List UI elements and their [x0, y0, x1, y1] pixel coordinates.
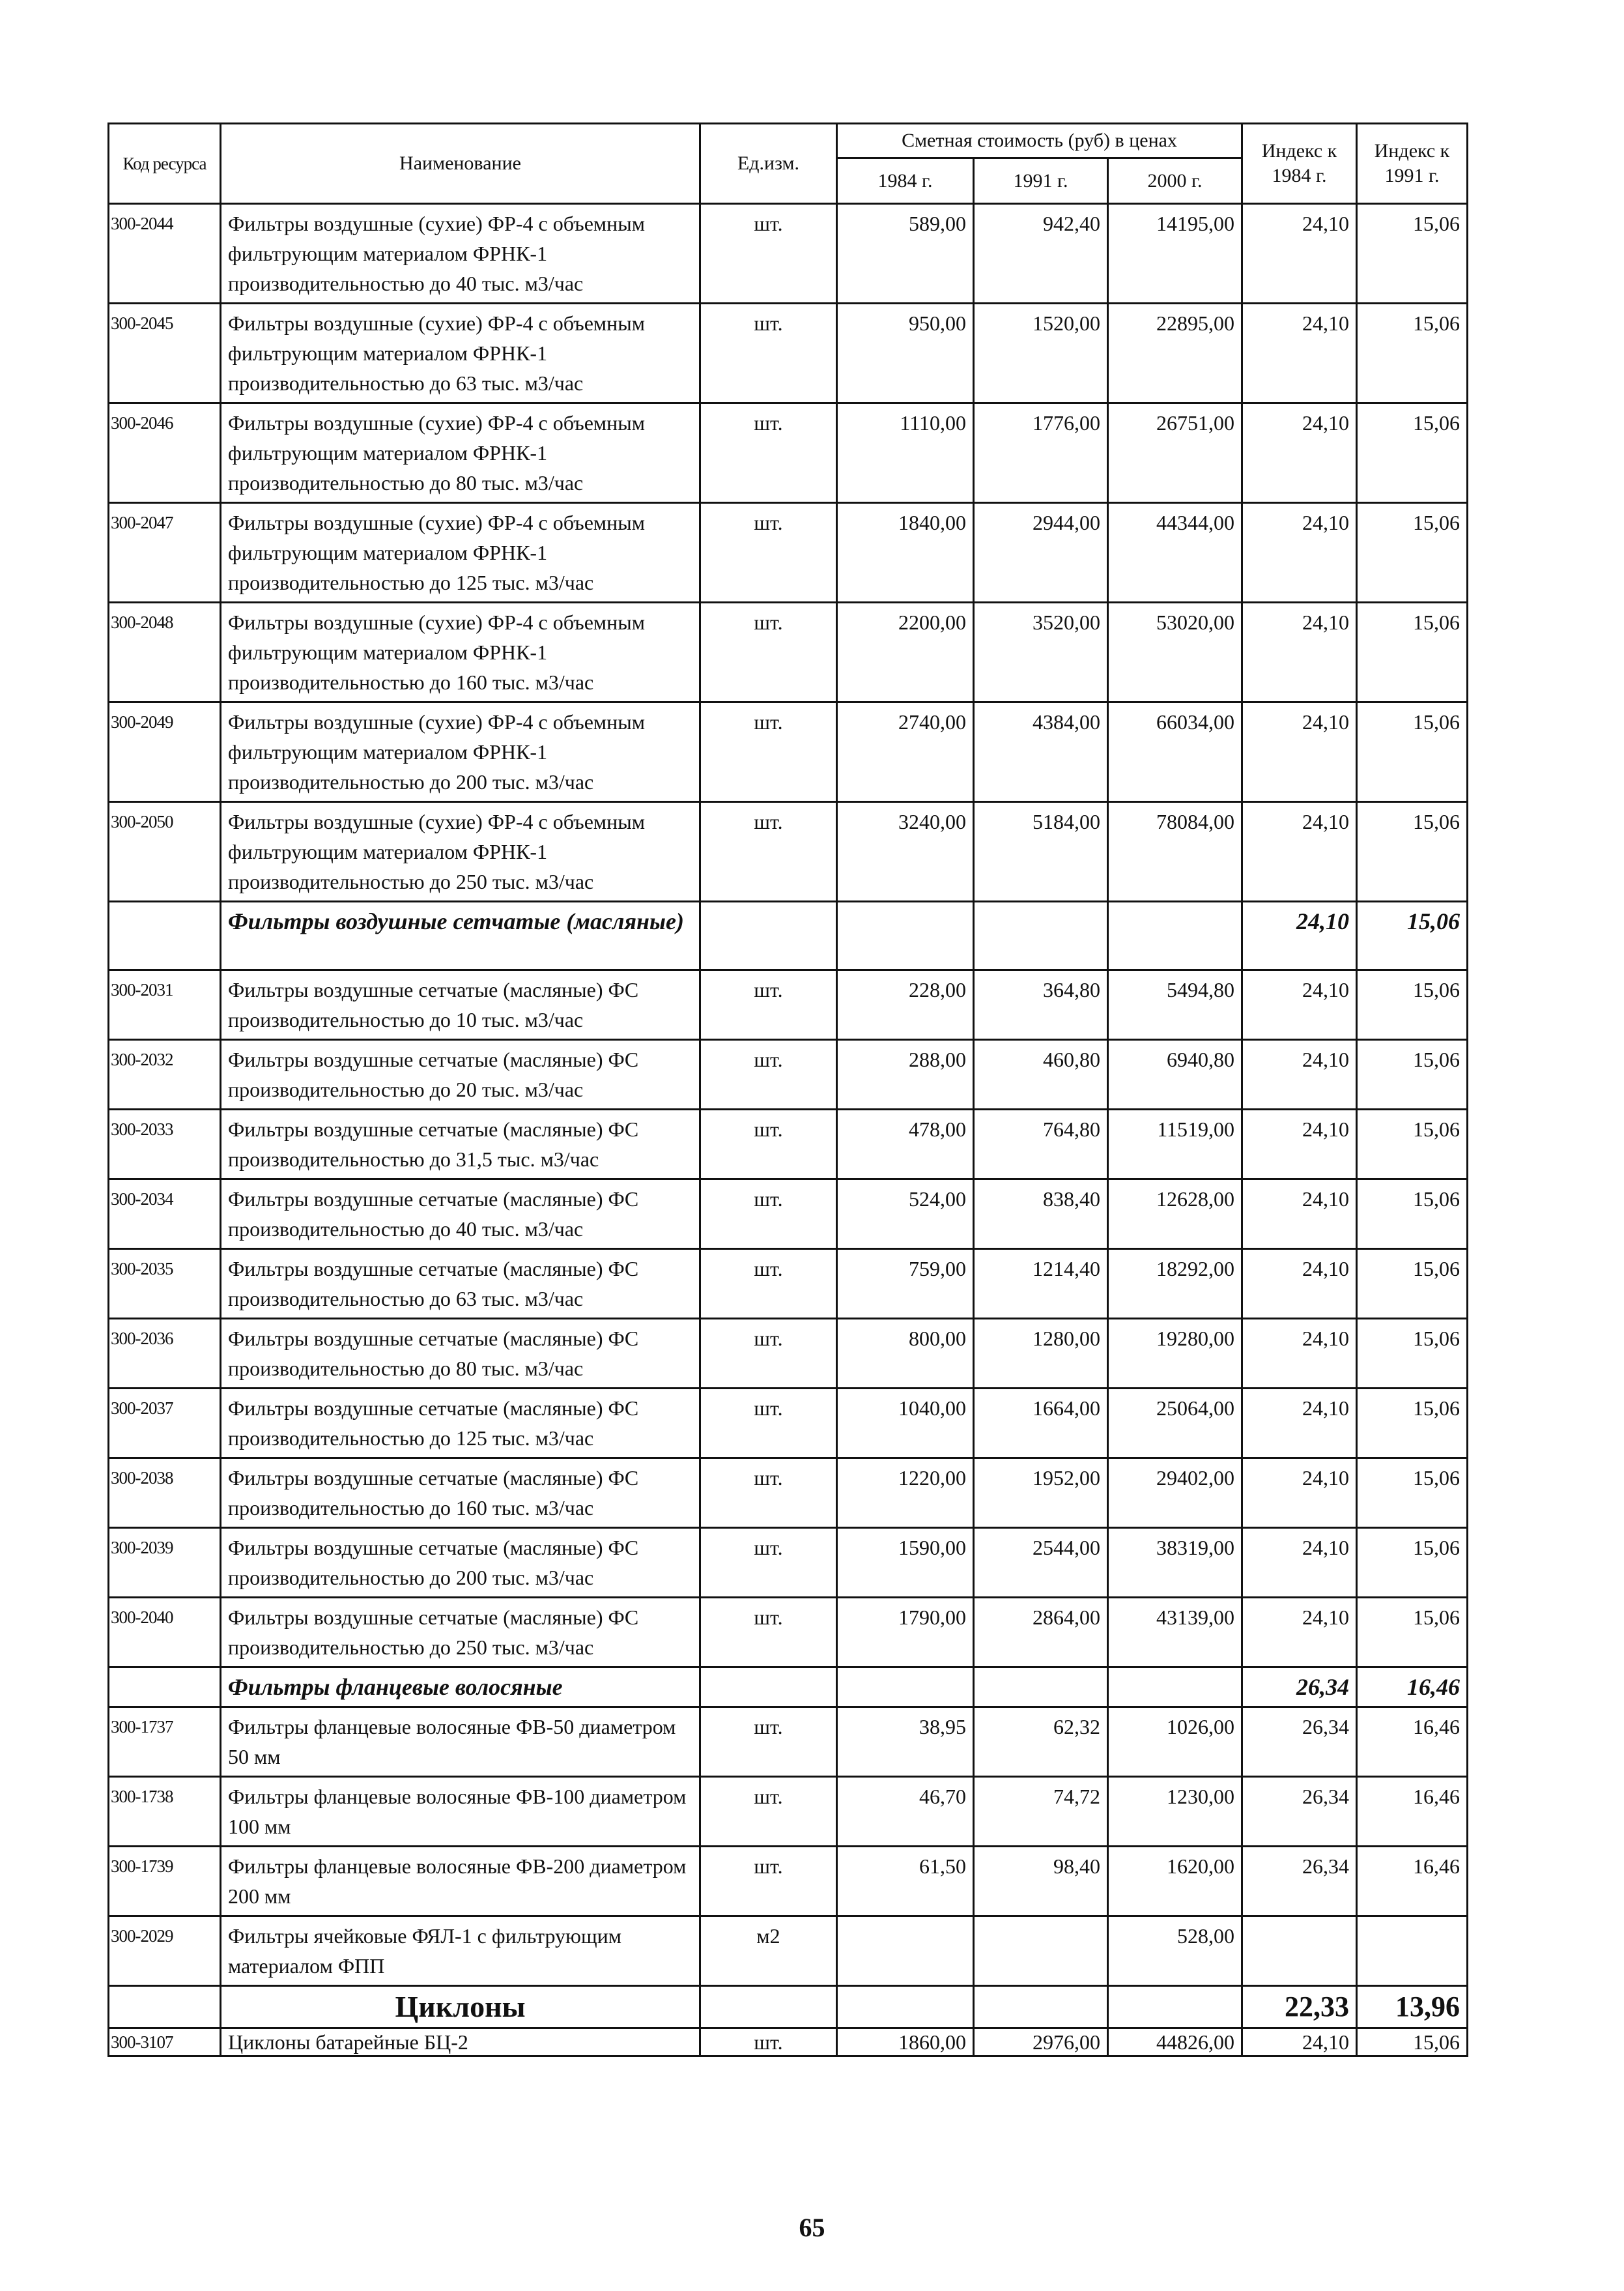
index-1991: 16,46 — [1357, 1707, 1468, 1777]
price-1984: 1840,00 — [837, 503, 974, 603]
price-1984: 1220,00 — [837, 1458, 974, 1528]
price-1984 — [837, 1916, 974, 1986]
price-1984: 1860,00 — [837, 2028, 974, 2056]
index-1984: 24,10 — [1242, 204, 1357, 304]
resource-code: 300-1737 — [109, 1707, 221, 1777]
price-1991: 942,40 — [974, 204, 1108, 304]
resource-code: 300-3107 — [109, 2028, 221, 2056]
index-1991: 15,06 — [1357, 1110, 1468, 1179]
unit-cell: шт. — [700, 1777, 837, 1847]
price-1984: 2200,00 — [837, 603, 974, 702]
index-1984: 24,10 — [1242, 1389, 1357, 1458]
resource-name: Фильтры воздушные (сухие) ФР-4 с объемным фильтрующим материалом ФРНК-1 производительностью до 40 тыс. м3/час — [221, 204, 700, 304]
resource-name: Фильтры воздушные (сухие) ФР-4 с объемным фильтрующим материалом ФРНК-1 производительностью до 160 тыс. м3/час — [221, 603, 700, 702]
header-index-1984: Индекс к 1984 г. — [1242, 124, 1357, 204]
price-2000: 78084,00 — [1108, 802, 1242, 902]
index-1991: 15,06 — [1357, 1598, 1468, 1667]
price-1984: 1110,00 — [837, 403, 974, 503]
index-1984: 24,10 — [1242, 1528, 1357, 1598]
resource-code: 300-2039 — [109, 1528, 221, 1598]
price-2000: 53020,00 — [1108, 603, 1242, 702]
price-1991: 364,80 — [974, 970, 1108, 1040]
resource-name: Фильтры воздушные сетчатые (масляные) ФС производительностью до 10 тыс. м3/час — [221, 970, 700, 1040]
price-1991: 4384,00 — [974, 702, 1108, 802]
resource-name: Фильтры воздушные сетчатые (масляные) ФС производительностью до 80 тыс. м3/час — [221, 1319, 700, 1389]
resource-name: Фильтры воздушные сетчатые (масляные) ФС производительностью до 125 тыс. м3/час — [221, 1389, 700, 1458]
section-title: Фильтры фланцевые волосяные — [221, 1667, 700, 1707]
resource-code: 300-2031 — [109, 970, 221, 1040]
header-year-2000: 2000 г. — [1108, 158, 1242, 204]
resource-code: 300-2035 — [109, 1249, 221, 1319]
section-row — [109, 1667, 1468, 1707]
unit-cell: шт. — [700, 204, 837, 304]
price-2000: 12628,00 — [1108, 1179, 1242, 1249]
unit-cell: шт. — [700, 702, 837, 802]
resource-name: Фильтры воздушные сетчатые (масляные) ФС производительностью до 31,5 тыс. м3/час — [221, 1110, 700, 1179]
price-1984: 524,00 — [837, 1179, 974, 1249]
section-index-1991: 16,46 — [1357, 1667, 1468, 1707]
price-2000: 29402,00 — [1108, 1458, 1242, 1528]
price-1984: 1790,00 — [837, 1598, 974, 1667]
index-1991: 15,06 — [1357, 1179, 1468, 1249]
table-row — [109, 603, 1468, 702]
price-1991: 98,40 — [974, 1847, 1108, 1916]
unit-cell: шт. — [700, 1179, 837, 1249]
table-body — [109, 204, 1468, 2056]
header-year-1991: 1991 г. — [974, 158, 1108, 204]
resource-code: 300-1738 — [109, 1777, 221, 1847]
index-1991: 15,06 — [1357, 403, 1468, 503]
index-1984: 24,10 — [1242, 802, 1357, 902]
price-1984: 1040,00 — [837, 1389, 974, 1458]
index-1991: 15,06 — [1357, 1458, 1468, 1528]
price-2000: 22895,00 — [1108, 304, 1242, 403]
index-1984: 24,10 — [1242, 1179, 1357, 1249]
table-row — [109, 1040, 1468, 1110]
price-2000: 26751,00 — [1108, 403, 1242, 503]
unit-cell: шт. — [700, 1040, 837, 1110]
index-1991: 15,06 — [1357, 204, 1468, 304]
page-number: 65 — [799, 2213, 825, 2242]
index-1991: 16,46 — [1357, 1847, 1468, 1916]
header-cost-group: Сметная стоимость (руб) в ценах — [837, 124, 1242, 158]
resource-code: 300-2048 — [109, 603, 221, 702]
empty-cell — [109, 1986, 221, 2028]
index-1991 — [1357, 1916, 1468, 1986]
header-unit: Ед.изм. — [700, 124, 837, 204]
price-2000: 44344,00 — [1108, 503, 1242, 603]
price-1991: 1952,00 — [974, 1458, 1108, 1528]
unit-cell: шт. — [700, 1249, 837, 1319]
index-1984: 24,10 — [1242, 603, 1357, 702]
table-row — [109, 1707, 1468, 1777]
resource-name: Фильтры фланцевые волосяные ФВ-200 диаметром 200 мм — [221, 1847, 700, 1916]
unit-cell: шт. — [700, 2028, 837, 2056]
price-2000: 66034,00 — [1108, 702, 1242, 802]
index-1991: 15,06 — [1357, 970, 1468, 1040]
resource-name: Фильтры воздушные сетчатые (масляные) ФС производительностью до 200 тыс. м3/час — [221, 1528, 700, 1598]
resource-name: Фильтры фланцевые волосяные ФВ-100 диаметром 100 мм — [221, 1777, 700, 1847]
price-1991: 74,72 — [974, 1777, 1108, 1847]
price-1991: 460,80 — [974, 1040, 1108, 1110]
empty-cell — [700, 1986, 837, 2028]
price-2000: 6940,80 — [1108, 1040, 1242, 1110]
price-1984: 759,00 — [837, 1249, 974, 1319]
price-1991: 3520,00 — [974, 603, 1108, 702]
price-1991: 2544,00 — [974, 1528, 1108, 1598]
unit-cell: шт. — [700, 802, 837, 902]
resource-code: 300-2047 — [109, 503, 221, 603]
resource-name: Фильтры воздушные сетчатые (масляные) ФС производительностью до 250 тыс. м3/час — [221, 1598, 700, 1667]
unit-cell: шт. — [700, 603, 837, 702]
unit-cell: шт. — [700, 304, 837, 403]
price-1984: 478,00 — [837, 1110, 974, 1179]
table-row — [109, 2028, 1468, 2056]
resource-code: 300-2040 — [109, 1598, 221, 1667]
table-row — [109, 304, 1468, 403]
table-row — [109, 970, 1468, 1040]
index-1991: 15,06 — [1357, 304, 1468, 403]
section-index-1984: 24,10 — [1242, 902, 1357, 970]
index-1984: 24,10 — [1242, 304, 1357, 403]
section-title: Циклоны — [221, 1986, 700, 2028]
price-1991 — [974, 1916, 1108, 1986]
price-2000: 25064,00 — [1108, 1389, 1242, 1458]
price-2000: 1620,00 — [1108, 1847, 1242, 1916]
index-1984: 26,34 — [1242, 1707, 1357, 1777]
index-1984: 24,10 — [1242, 503, 1357, 603]
price-1991: 764,80 — [974, 1110, 1108, 1179]
price-1984: 1590,00 — [837, 1528, 974, 1598]
price-1984: 3240,00 — [837, 802, 974, 902]
resource-code: 300-2037 — [109, 1389, 221, 1458]
index-1984 — [1242, 1916, 1357, 1986]
resource-name: Фильтры воздушные сетчатые (масляные) ФС производительностью до 40 тыс. м3/час — [221, 1179, 700, 1249]
resource-code: 300-2049 — [109, 702, 221, 802]
price-1991: 1214,40 — [974, 1249, 1108, 1319]
price-2000: 18292,00 — [1108, 1249, 1242, 1319]
index-1984: 26,34 — [1242, 1847, 1357, 1916]
table-row — [109, 1389, 1468, 1458]
price-2000: 1026,00 — [1108, 1707, 1242, 1777]
unit-cell: шт. — [700, 1528, 837, 1598]
empty-cell — [1108, 1667, 1242, 1707]
price-2000: 5494,80 — [1108, 970, 1242, 1040]
index-1991: 15,06 — [1357, 1040, 1468, 1110]
price-2000: 44826,00 — [1108, 2028, 1242, 2056]
resource-code: 300-2029 — [109, 1916, 221, 1986]
table-row — [109, 1847, 1468, 1916]
empty-cell — [1108, 1986, 1242, 2028]
index-1984: 24,10 — [1242, 1040, 1357, 1110]
price-1991: 62,32 — [974, 1707, 1108, 1777]
table-header — [109, 124, 1468, 204]
index-1991: 15,06 — [1357, 1319, 1468, 1389]
header-year-1984: 1984 г. — [837, 158, 974, 204]
resource-name: Фильтры воздушные сетчатые (масляные) ФС производительностью до 160 тыс. м3/час — [221, 1458, 700, 1528]
unit-cell: шт. — [700, 503, 837, 603]
index-1991: 15,06 — [1357, 503, 1468, 603]
price-1984: 46,70 — [837, 1777, 974, 1847]
index-1991: 15,06 — [1357, 802, 1468, 902]
empty-cell — [700, 902, 837, 970]
resource-code: 300-2038 — [109, 1458, 221, 1528]
table-row — [109, 1528, 1468, 1598]
price-1984: 2740,00 — [837, 702, 974, 802]
resource-name: Фильтры воздушные (сухие) ФР-4 с объемным фильтрующим материалом ФРНК-1 производительностью до 63 тыс. м3/час — [221, 304, 700, 403]
table-row — [109, 1598, 1468, 1667]
price-2000: 14195,00 — [1108, 204, 1242, 304]
table-row — [109, 1916, 1468, 1986]
price-1984: 288,00 — [837, 1040, 974, 1110]
price-1984: 228,00 — [837, 970, 974, 1040]
table-row — [109, 204, 1468, 304]
empty-cell — [974, 902, 1108, 970]
index-1991: 15,06 — [1357, 702, 1468, 802]
unit-cell: шт. — [700, 1319, 837, 1389]
section-index-1991: 13,96 — [1357, 1986, 1468, 2028]
resource-code: 300-2050 — [109, 802, 221, 902]
header-index-1991: Индекс к 1991 г. — [1357, 124, 1468, 204]
price-1991: 1520,00 — [974, 304, 1108, 403]
resource-code: 300-2036 — [109, 1319, 221, 1389]
price-1984: 38,95 — [837, 1707, 974, 1777]
empty-cell — [700, 1667, 837, 1707]
price-2000: 1230,00 — [1108, 1777, 1242, 1847]
unit-cell: шт. — [700, 1458, 837, 1528]
index-1984: 24,10 — [1242, 403, 1357, 503]
price-1991: 5184,00 — [974, 802, 1108, 902]
empty-cell — [109, 902, 221, 970]
resource-name: Фильтры воздушные (сухие) ФР-4 с объемным фильтрующим материалом ФРНК-1 производительностью до 200 тыс. м3/час — [221, 702, 700, 802]
empty-cell — [974, 1667, 1108, 1707]
index-1984: 24,10 — [1242, 2028, 1357, 2056]
price-2000: 11519,00 — [1108, 1110, 1242, 1179]
empty-cell — [837, 1986, 974, 2028]
index-1991: 15,06 — [1357, 2028, 1468, 2056]
price-1984: 589,00 — [837, 204, 974, 304]
resource-code: 300-2032 — [109, 1040, 221, 1110]
unit-cell: м2 — [700, 1916, 837, 1986]
empty-cell — [109, 1667, 221, 1707]
index-1991: 15,06 — [1357, 1249, 1468, 1319]
table-row — [109, 1777, 1468, 1847]
section-index-1984: 22,33 — [1242, 1986, 1357, 2028]
resource-price-table — [107, 122, 1468, 2057]
price-1991: 1280,00 — [974, 1319, 1108, 1389]
header-name: Наименование — [221, 124, 700, 204]
resource-name: Циклоны батарейные БЦ-2 — [221, 2028, 700, 2056]
table-row — [109, 702, 1468, 802]
price-1991: 2976,00 — [974, 2028, 1108, 2056]
unit-cell: шт. — [700, 1847, 837, 1916]
unit-cell: шт. — [700, 1598, 837, 1667]
price-2000: 528,00 — [1108, 1916, 1242, 1986]
resource-name: Фильтры воздушные (сухие) ФР-4 с объемным фильтрующим материалом ФРНК-1 производительностью до 125 тыс. м3/час — [221, 503, 700, 603]
section-title: Фильтры воздушные сетчатые (масляные) — [221, 902, 700, 970]
table-row — [109, 802, 1468, 902]
unit-cell: шт. — [700, 1389, 837, 1458]
price-1991: 2944,00 — [974, 503, 1108, 603]
table-row — [109, 1249, 1468, 1319]
resource-name: Фильтры воздушные (сухие) ФР-4 с объемным фильтрующим материалом ФРНК-1 производительностью до 250 тыс. м3/час — [221, 802, 700, 902]
unit-cell: шт. — [700, 970, 837, 1040]
index-1984: 24,10 — [1242, 1110, 1357, 1179]
resource-name: Фильтры воздушные сетчатые (масляные) ФС производительностью до 20 тыс. м3/час — [221, 1040, 700, 1110]
empty-cell — [837, 1667, 974, 1707]
section-index-1984: 26,34 — [1242, 1667, 1357, 1707]
index-1984: 26,34 — [1242, 1777, 1357, 1847]
unit-cell: шт. — [700, 1110, 837, 1179]
price-1991: 838,40 — [974, 1179, 1108, 1249]
empty-cell — [837, 902, 974, 970]
resource-code: 300-2033 — [109, 1110, 221, 1179]
index-1991: 15,06 — [1357, 603, 1468, 702]
price-2000: 38319,00 — [1108, 1528, 1242, 1598]
price-2000: 43139,00 — [1108, 1598, 1242, 1667]
table-row — [109, 1319, 1468, 1389]
header-code: Код ресурса — [109, 124, 221, 204]
unit-cell: шт. — [700, 1707, 837, 1777]
price-1984: 800,00 — [837, 1319, 974, 1389]
index-1991: 15,06 — [1357, 1389, 1468, 1458]
price-2000: 19280,00 — [1108, 1319, 1242, 1389]
table-row — [109, 1179, 1468, 1249]
index-1984: 24,10 — [1242, 1598, 1357, 1667]
resource-name: Фильтры ячейковые ФЯЛ-1 с фильтрующим материалом ФПП — [221, 1916, 700, 1986]
index-1991: 15,06 — [1357, 1528, 1468, 1598]
price-1991: 2864,00 — [974, 1598, 1108, 1667]
index-1984: 24,10 — [1242, 1458, 1357, 1528]
section-row — [109, 1986, 1468, 2028]
section-row — [109, 902, 1468, 970]
resource-name: Фильтры фланцевые волосяные ФВ-50 диаметром 50 мм — [221, 1707, 700, 1777]
table-row — [109, 503, 1468, 603]
price-1991: 1776,00 — [974, 403, 1108, 503]
resource-code: 300-2034 — [109, 1179, 221, 1249]
table-row — [109, 1110, 1468, 1179]
index-1984: 24,10 — [1242, 970, 1357, 1040]
index-1984: 24,10 — [1242, 1319, 1357, 1389]
price-1984: 950,00 — [837, 304, 974, 403]
resource-code: 300-2046 — [109, 403, 221, 503]
index-1991: 16,46 — [1357, 1777, 1468, 1847]
resource-code: 300-1739 — [109, 1847, 221, 1916]
price-1991: 1664,00 — [974, 1389, 1108, 1458]
resource-code: 300-2045 — [109, 304, 221, 403]
section-index-1991: 15,06 — [1357, 902, 1468, 970]
index-1984: 24,10 — [1242, 1249, 1357, 1319]
price-1984: 61,50 — [837, 1847, 974, 1916]
index-1984: 24,10 — [1242, 702, 1357, 802]
resource-name: Фильтры воздушные (сухие) ФР-4 с объемным фильтрующим материалом ФРНК-1 производительностью до 80 тыс. м3/час — [221, 403, 700, 503]
table-row — [109, 403, 1468, 503]
empty-cell — [974, 1986, 1108, 2028]
empty-cell — [1108, 902, 1242, 970]
resource-code: 300-2044 — [109, 204, 221, 304]
table-row — [109, 1458, 1468, 1528]
resource-name: Фильтры воздушные сетчатые (масляные) ФС производительностью до 63 тыс. м3/час — [221, 1249, 700, 1319]
unit-cell: шт. — [700, 403, 837, 503]
